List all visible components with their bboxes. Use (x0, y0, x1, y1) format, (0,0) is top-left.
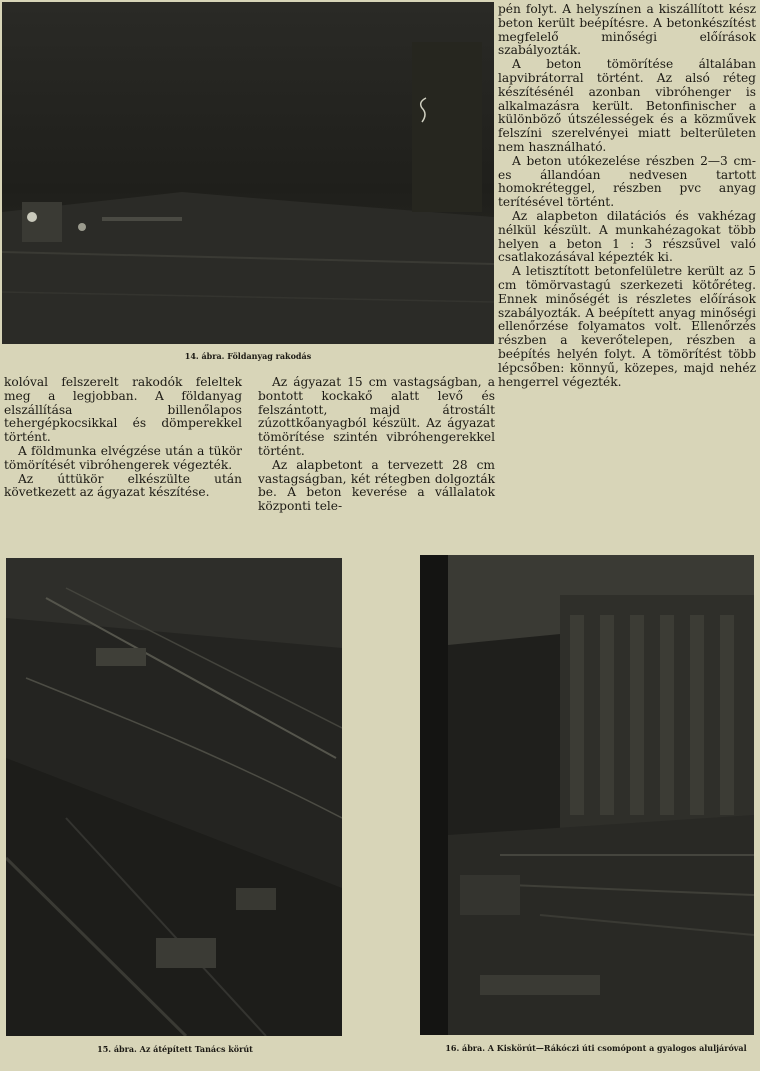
paragraph: kolóval felszerelt rakodók feleltek meg a legjobban. A földanyag elszállítása billenőlapos tehergépkocsikkal és dömperekkel történt. (4, 375, 242, 445)
figure-14-photo (2, 2, 494, 344)
text-column-right-top (498, 3, 756, 389)
figure-15-caption: 15. ábra. Az átépített Tanács körút (97, 1044, 253, 1054)
paragraph: A földmunka elvégzése után a tükör tömörítését vibróhengerek végezték. (4, 443, 242, 472)
paragraph: Az ágyazat 15 cm vastagságban, a bontott kockakő alatt levő és felszántott, majd átrostált zúzottkőanyagból készült. Az ágyazat tömörítése szintén vibróhengerekkel történt. (258, 375, 495, 458)
text-column-middle (258, 376, 495, 514)
paragraph: A beton tömörítése általában lapvibrátorral történt. Az alsó réteg készítésénél azonban vibróhenger is alkalmazásra került. Betonfinischer a különböző útszélességek és a közművek felszíni szerelvényei miatt belterületen nem használható. (498, 57, 756, 154)
figure-14-image (2, 2, 494, 344)
paragraph: Az alapbeton dilatációs és vakhézag nélkül készült. A munkahézagokat több helyen a beton 1 : 3 részsűvel való csatlakozásával képezték ki. (498, 208, 756, 265)
figure-16-photo (420, 555, 754, 1035)
paragraph: A letisztított betonfelületre került az 5 cm tömörvastagú szerkezeti kötőréteg. Ennek minőségét is részletes előírások szabályozták. A beépített anyag minőségi ellenőrzése folyamatos volt. Ellenőrzés részben a keverőtelepen, részben a beépítés helyén folyt. A tömörítést több lépcsőben: könnyű, közepes, majd nehéz hengerrel végezték. (498, 264, 756, 389)
paragraph: A beton utókezelése részben 2—3 cm-es állandóan nedvesen tartott homokréteggel, részben pvc anyag terítésével történt. (498, 153, 756, 210)
figure-16-caption: 16. ábra. A Kiskörút—Rákóczi úti csomópont a gyalogos aluljáróval (445, 1043, 747, 1053)
figure-16-image (420, 555, 754, 1035)
figure-15-photo (6, 558, 342, 1036)
paragraph: pén folyt. A helyszínen a kiszállított kész beton került beépítésre. A betonkészítést megfelelő minőségi előírások szabályozták. (498, 2, 756, 58)
paragraph: Az alapbetont a tervezett 28 cm vastagságban, két rétegben dolgozták be. A beton keverése a vállalatok központi tele- (258, 457, 495, 514)
text-column-left (4, 376, 242, 500)
figure-15-image (6, 558, 342, 1036)
figure-14-caption: 14. ábra. Földanyag rakodás (184, 351, 312, 361)
paragraph: Az úttükör elkészülte után következett az ágyazat készítése. (4, 471, 242, 500)
